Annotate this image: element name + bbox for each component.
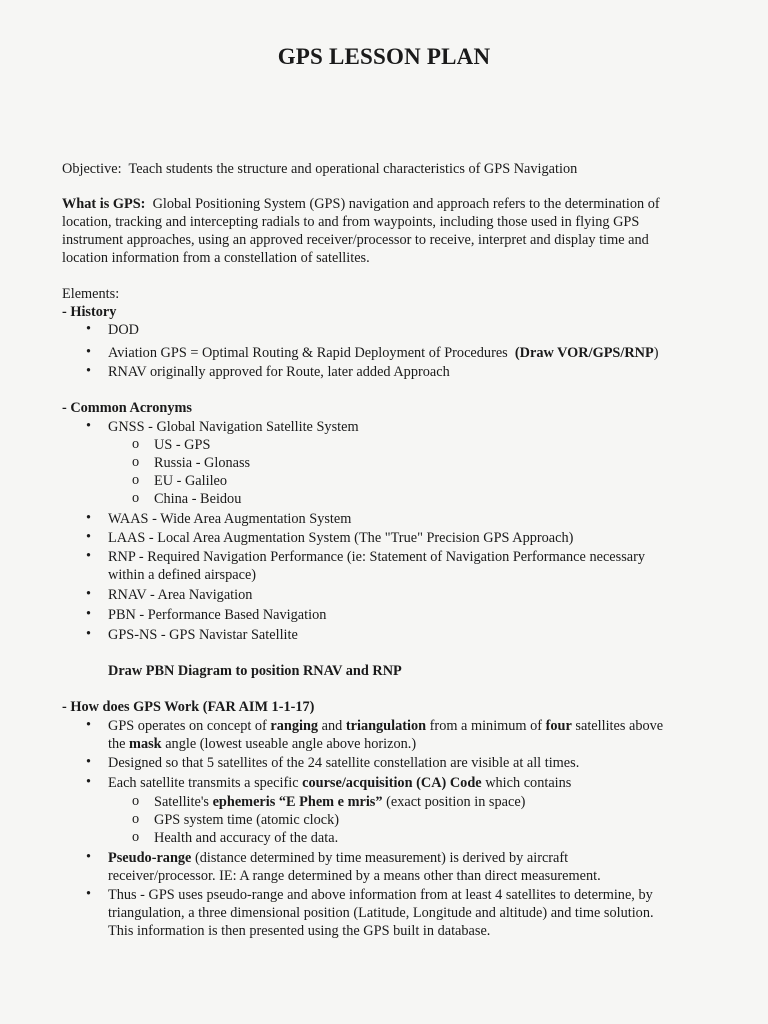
bullet-marker: • bbox=[86, 548, 92, 564]
how-gps-bullet-2: Designed so that 5 satellites of the 24 satellite constellation are visible at all times. bbox=[108, 755, 580, 771]
acronyms-heading: - Common Acronyms bbox=[62, 400, 192, 416]
sub-bullet-marker: o bbox=[132, 436, 140, 452]
how-gps-bullet-5-line-2: triangulation, a three dimensional position (Latitude, Longitude and altitude) and time solution. bbox=[108, 905, 654, 921]
acronym-pbn: PBN - Performance Based Navigation bbox=[108, 607, 327, 623]
how-gps-heading: - How does GPS Work (FAR AIM 1-1-17) bbox=[62, 699, 315, 715]
sub-bullet-marker: o bbox=[132, 793, 140, 809]
objective-text: Teach students the structure and operational characteristics of GPS Navigation bbox=[128, 161, 578, 177]
acronym-rnp-2: within a defined airspace) bbox=[108, 567, 257, 583]
text-run: and bbox=[318, 718, 346, 734]
draw-vor-gps-rnp: (Draw VOR/GPS/RNP bbox=[514, 345, 654, 361]
what-is-gps-line-3: instrument approaches, using an approved receiver/processor to receive, interpret and display time and bbox=[62, 232, 649, 248]
history-item-dod: DOD bbox=[108, 322, 139, 338]
how-gps-bullet-1-line-2 bbox=[108, 735, 416, 753]
text-run-bold: ranging bbox=[270, 718, 319, 734]
history-item-close-paren: ) bbox=[653, 345, 659, 361]
page-title: GPS LESSON PLAN bbox=[277, 44, 491, 69]
what-is-gps-line-4: location information from a constellation of satellites. bbox=[62, 250, 370, 266]
objective-label: Objective: bbox=[62, 161, 122, 177]
text-run: the bbox=[108, 736, 130, 752]
history-item-rnav: RNAV originally approved for Route, later added Approach bbox=[108, 364, 450, 380]
acronym-rnav: RNAV - Area Navigation bbox=[108, 587, 253, 603]
text-run-bold: four bbox=[545, 718, 572, 734]
text-run: GPS operates on concept of bbox=[108, 718, 271, 734]
bullet-marker: • bbox=[86, 363, 92, 379]
text-run: angle (lowest useable angle above horizon.) bbox=[161, 736, 417, 752]
bullet-marker: • bbox=[86, 510, 92, 526]
text-run-bold: ephemeris “E Phem e mris” bbox=[212, 794, 383, 810]
acronym-gnss: GNSS - Global Navigation Satellite System bbox=[108, 419, 359, 435]
text-run-bold: triangulation bbox=[345, 718, 427, 734]
acronym-waas: WAAS - Wide Area Augmentation System bbox=[108, 511, 352, 527]
ca-code-sub-3: Health and accuracy of the data. bbox=[154, 830, 339, 846]
text-run-bold: Pseudo-range bbox=[108, 850, 192, 866]
how-gps-bullet-4 bbox=[108, 849, 568, 867]
draw-pbn-instruction: Draw PBN Diagram to position RNAV and RNP bbox=[108, 663, 402, 679]
objective-line bbox=[62, 160, 577, 178]
sub-bullet-marker: o bbox=[132, 472, 140, 488]
text-run: (exact position in space) bbox=[382, 794, 526, 810]
text-run: Each satellite transmits a specific bbox=[108, 775, 303, 791]
text-run: which contains bbox=[481, 775, 572, 791]
elements-label: Elements: bbox=[62, 286, 120, 302]
bullet-marker: • bbox=[86, 321, 92, 337]
ca-code-sub-1 bbox=[154, 793, 525, 811]
bullet-marker: • bbox=[86, 418, 92, 434]
bullet-marker: • bbox=[86, 849, 92, 865]
ca-code-sub-2: GPS system time (atomic clock) bbox=[154, 812, 340, 828]
bullet-marker: • bbox=[86, 529, 92, 545]
how-gps-bullet-1 bbox=[108, 717, 663, 735]
bullet-marker: • bbox=[86, 606, 92, 622]
history-item-aviation-gps-text: Aviation GPS = Optimal Routing & Rapid Deployment of Procedures bbox=[108, 345, 508, 361]
bullet-marker: • bbox=[86, 754, 92, 770]
bullet-marker: • bbox=[86, 886, 92, 902]
bullet-marker: • bbox=[86, 717, 92, 733]
sub-bullet-marker: o bbox=[132, 454, 140, 470]
how-gps-bullet-3 bbox=[108, 774, 571, 792]
acronym-laas: LAAS - Local Area Augmentation System (The "True" Precision GPS Approach) bbox=[108, 530, 574, 546]
gnss-sub-us: US - GPS bbox=[154, 437, 211, 453]
how-gps-bullet-5-line-1: Thus - GPS uses pseudo-range and above information from at least 4 satellites to determine, by bbox=[108, 887, 653, 903]
history-heading: - History bbox=[62, 304, 117, 320]
gnss-sub-eu: EU - Galileo bbox=[154, 473, 228, 489]
sub-bullet-marker: o bbox=[132, 829, 140, 845]
gnss-sub-russia: Russia - Glonass bbox=[154, 455, 251, 471]
how-gps-bullet-5-line-3: This information is then presented using the GPS built in database. bbox=[108, 923, 491, 939]
sub-bullet-marker: o bbox=[132, 811, 140, 827]
acronym-gps-ns: GPS-NS - GPS Navistar Satellite bbox=[108, 627, 298, 643]
what-is-gps-label: What is GPS: bbox=[62, 196, 146, 212]
bullet-marker: • bbox=[86, 626, 92, 642]
text-run: satellites above bbox=[571, 718, 664, 734]
bullet-marker: • bbox=[86, 586, 92, 602]
what-is-gps-line-1 bbox=[62, 195, 660, 213]
text-run: (distance determined by time measurement) is derived by aircraft bbox=[191, 850, 569, 866]
what-is-gps-text-1: Global Positioning System (GPS) navigation and approach refers to the determination of bbox=[152, 196, 660, 212]
text-run-bold: mask bbox=[129, 736, 162, 752]
text-run-bold: course/acquisition (CA) Code bbox=[302, 775, 482, 791]
history-item-aviation-gps bbox=[108, 344, 659, 362]
acronym-rnp-1: RNP - Required Navigation Performance (ie: Statement of Navigation Performance necessary bbox=[108, 549, 646, 565]
sub-bullet-marker: o bbox=[132, 490, 140, 506]
gnss-sub-china: China - Beidou bbox=[154, 491, 242, 507]
text-run: Satellite's bbox=[154, 794, 213, 810]
bullet-marker: • bbox=[86, 344, 92, 360]
how-gps-bullet-4-line-2: receiver/processor. IE: A range determined by a means other than direct measurement. bbox=[108, 868, 601, 884]
text-run: from a minimum of bbox=[426, 718, 546, 734]
what-is-gps-line-2: location, tracking and intercepting radials to and from waypoints, including those used in flying GPS bbox=[62, 214, 640, 230]
bullet-marker: • bbox=[86, 774, 92, 790]
